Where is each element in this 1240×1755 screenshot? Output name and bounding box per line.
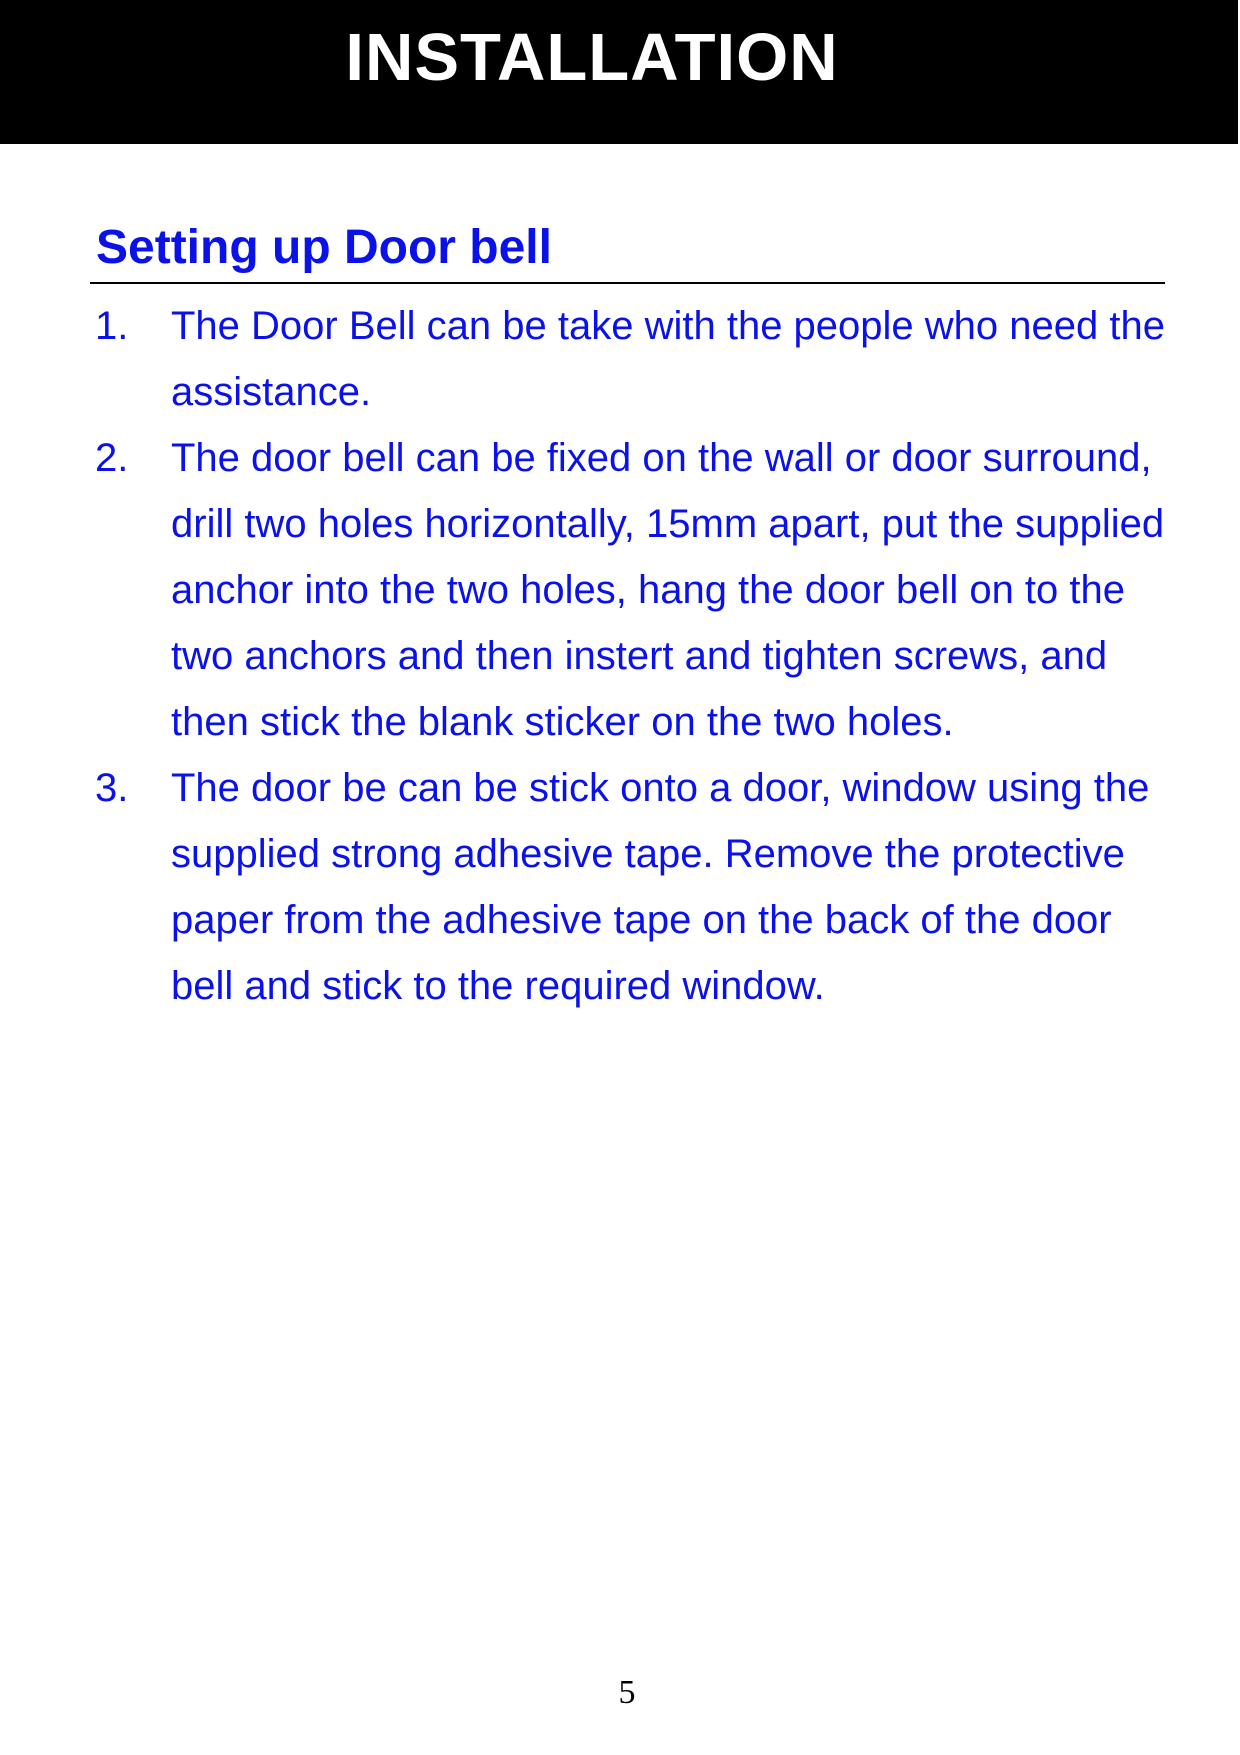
step-number: 3. [95, 766, 129, 810]
step-item [0, 425, 1240, 755]
steps-list [0, 293, 1240, 1019]
step-number: 2. [95, 436, 129, 480]
section-divider [90, 282, 1165, 284]
step-item [0, 293, 1240, 425]
step-number: 1. [95, 304, 129, 348]
section-title: Setting up Door bell [96, 221, 552, 274]
step-item [0, 755, 1240, 1019]
step-text: The door bell can be fixed on the wall or door surround, drill two holes horizontally, 15mm apart, put the supplied anchor into the two holes, hang the door bell on to the two anchors and then instert and tighten screws, and then stick the blank sticker on the two holes. [171, 436, 1165, 744]
header-bar [0, 0, 1238, 144]
step-text: The door be can be stick onto a door, window using the supplied strong adhesive tape. Remove the protective paper from the adhesive tape on the back of the door bell and stick to the required window. [171, 766, 1150, 1008]
page-number: 5 [618, 1674, 636, 1711]
page-title: INSTALLATION [345, 20, 839, 95]
step-text: The Door Bell can be take with the people who need the assistance. [171, 304, 1165, 414]
